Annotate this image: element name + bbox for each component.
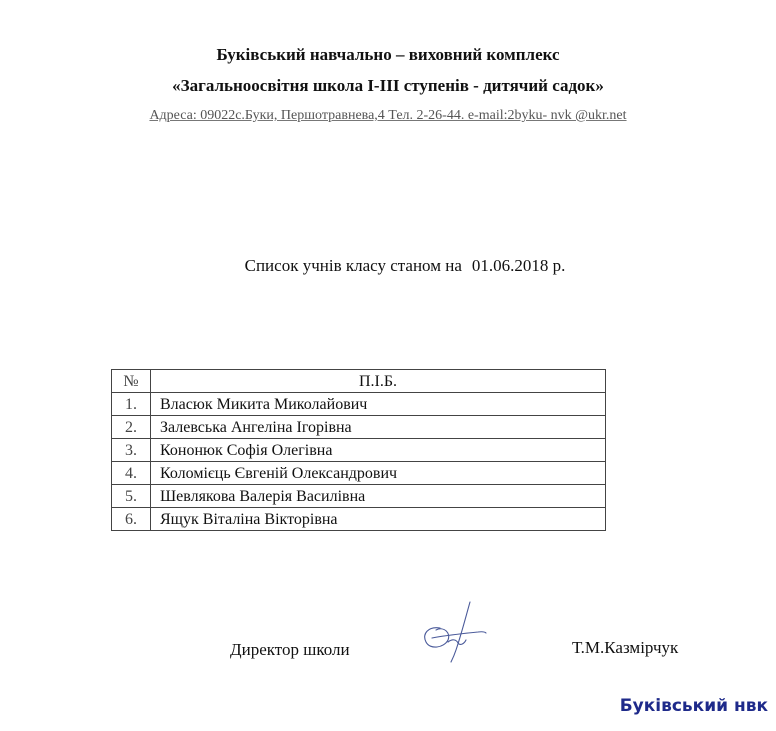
- row-number: 4.: [112, 462, 151, 485]
- list-heading: [0, 256, 776, 276]
- number-column-header: №: [112, 370, 151, 393]
- row-number: 6.: [112, 508, 151, 531]
- row-number: 5.: [112, 485, 151, 508]
- table-row: [112, 439, 606, 462]
- table-header-row: [112, 370, 606, 393]
- school-name: Буківський навчально – виховний комплекс: [216, 45, 560, 64]
- table-row: [112, 508, 606, 531]
- student-table: [111, 369, 606, 531]
- student-name: Ящук Віталіна Вікторівна: [151, 508, 606, 531]
- director-name: Т.М.Казмірчук: [572, 638, 679, 657]
- row-number: 1.: [112, 393, 151, 416]
- signature-image: [418, 598, 498, 668]
- table-row: [112, 485, 606, 508]
- school-type: «Загальноосвітня школа І-ІІІ ступенів - дитячий садок»: [172, 76, 604, 95]
- table-row: [112, 393, 606, 416]
- director-label: Директор школи: [230, 640, 350, 659]
- student-name: Коломієць Євгеній Олександрович: [151, 462, 606, 485]
- row-number: 3.: [112, 439, 151, 462]
- student-name: Кононюк Софія Олегівна: [151, 439, 606, 462]
- school-address: Адреса: 09022с.Буки, Першотравнева,4 Тел. 2-26-44. e-mail:2byku- nvk @ukr.net: [149, 108, 627, 123]
- site-watermark: Буківський нвк: [619, 696, 768, 716]
- table-row: [112, 462, 606, 485]
- name-column-header: П.І.Б.: [151, 370, 606, 393]
- list-title: Список учнів класу станом на: [244, 256, 462, 275]
- student-name: Власюк Микита Миколайович: [151, 393, 606, 416]
- student-name: Залевська Ангеліна Ігорівна: [151, 416, 606, 439]
- student-name: Шевлякова Валерія Василівна: [151, 485, 606, 508]
- row-number: 2.: [112, 416, 151, 439]
- list-date: 01.06.2018 р.: [471, 256, 566, 275]
- table-row: [112, 416, 606, 439]
